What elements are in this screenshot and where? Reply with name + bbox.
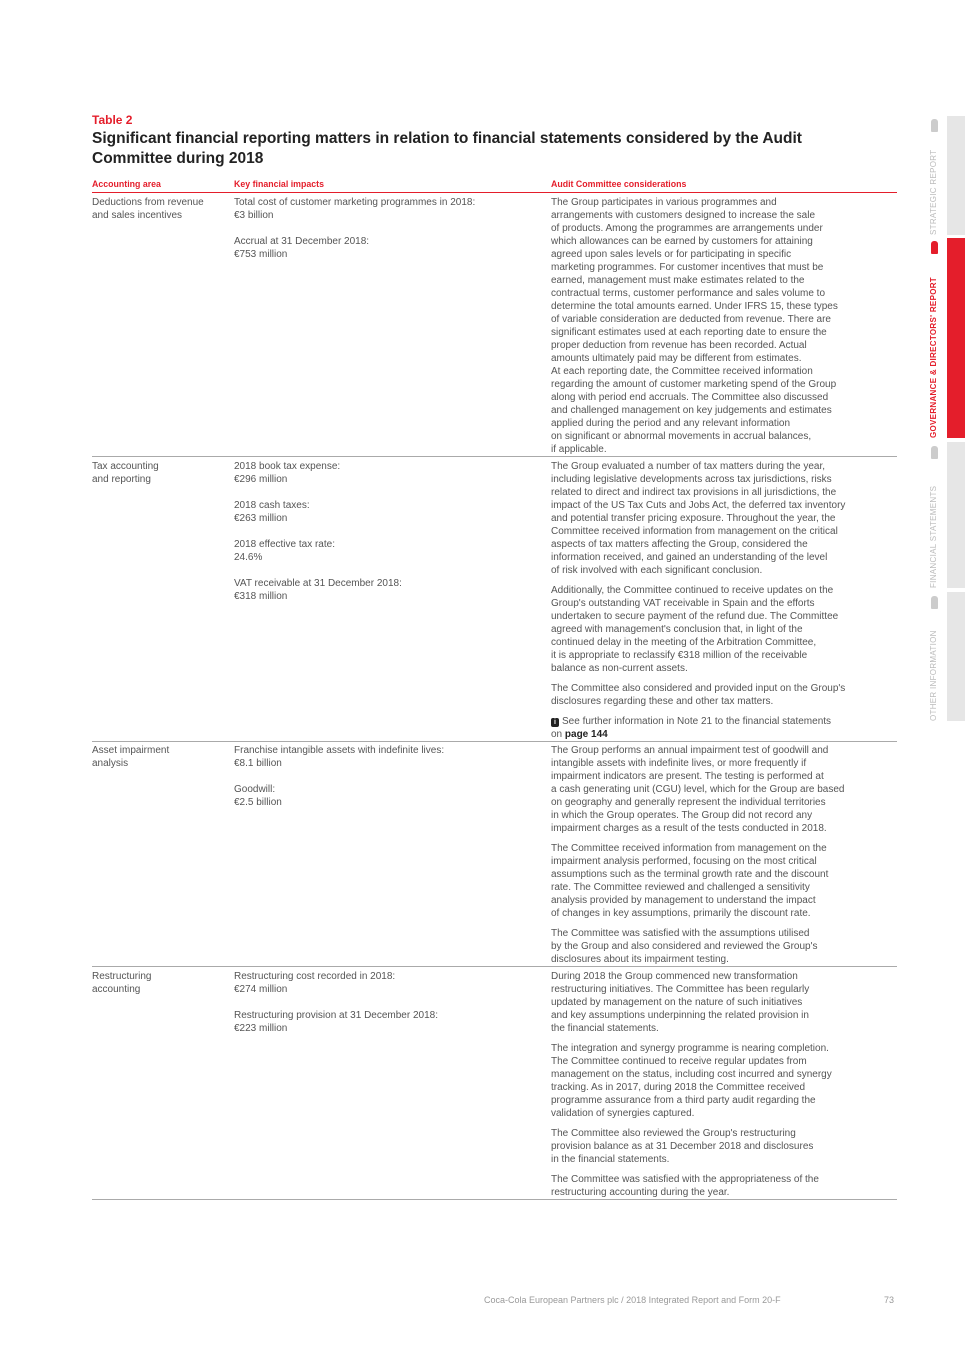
bottle-icon	[931, 596, 938, 609]
impact-item: Franchise intangible assets with indefinite lives: €8.1 billion	[234, 745, 445, 769]
consideration-paragraph: The Committee was satisfied with the assumptions utilised by the Group and also considered and reviewed the Group's disclosures about its impairment testing.	[551, 928, 818, 965]
impact-item: 2018 cash taxes: €263 million	[234, 500, 310, 524]
row-considerations	[551, 196, 897, 463]
consideration-paragraph: During 2018 the Group commenced new transformation restructuring initiatives. The Committee has been regularly updated by management on the nature of such initiatives and key assumptions underpinning the related provision in the financial statements.	[551, 971, 810, 1034]
impact-item: Restructuring cost recorded in 2018: €274 million	[234, 971, 396, 995]
impact-item: Goodwill: €2.5 billion	[234, 784, 282, 808]
further-info-note	[551, 715, 897, 741]
bottle-icon	[931, 241, 938, 254]
consideration-paragraph: The Group participates in various programmes and arrangements with customers designed to increase the sale of products. Among the programmes are arrangements under which allowances can be earned by customers for attaining agreed upon sales levels or for participating in specific marketing programmes. For customer incentives that must be earned, management must make estimates related to the contractual terms, customer performance and sales volume to determine the total amounts earned. Under IFRS 15, these types of variable consideration are deducted from revenue. There are significant estimates used at each reporting date to ensure the proper deduction from revenue has been recorded. Actual amounts ultimately paid may be different from estimates. At each reporting date, the Committee received information regarding the amount of customer marketing spend of the Group along with period end accruals. The Committee also discussed and challenged management on key judgements and estimates applied during the period and any relevant information on significant or abnormal movements in accrual balances, if applicable.	[551, 197, 838, 455]
consideration-paragraph: The Committee also considered and provided input on the Group's disclosures regarding these and other tax matters.	[551, 683, 846, 707]
side-tab-other-information[interactable]	[947, 592, 965, 721]
page-number: 73	[884, 1295, 895, 1305]
header-key-financial-impacts: Key financial impacts	[234, 179, 324, 189]
header-divider	[92, 192, 897, 193]
consideration-paragraph: The Group performs an annual impairment test of goodwill and intangible assets with indefinite lives, or more frequently if impairment indicators are present. The testing is performed at a cash generating unit (CGU) level, which for the Group are based on geography and generally represent the individual territories in which the Group operates. The Group did not record any impairment charges as a result of the tests conducted in 2018.	[551, 745, 845, 834]
consideration-paragraph: Additionally, the Committee continued to receive updates on the Group's outstanding VAT receivable in Spain and the efforts undertaken to secure payment of the refund due. The Committee agreed with management's conclusion that, in light of the continued delay in the meeting of the Arbitration Committee, it is appropriate to reclassify €318 million of the receivable balance as non-current assets.	[551, 585, 839, 674]
note-text: See further information in Note 21 to the financial statements on	[551, 716, 832, 740]
impact-item: 2018 book tax expense: €296 million	[234, 461, 341, 485]
footer-publication: Coca-Cola European Partners plc / 2018 Integrated Report and Form 20-F	[484, 1295, 781, 1305]
row-impacts	[234, 460, 544, 610]
side-label-governance[interactable]: GOVERNANCE & DIRECTORS' REPORT	[929, 277, 938, 438]
impact-item: Total cost of customer marketing programmes in 2018: €3 billion	[234, 197, 476, 221]
page-link[interactable]: page 144	[564, 729, 608, 740]
side-tab-strategic-report[interactable]	[947, 116, 965, 235]
row-area: Deductions from revenue and sales incentives	[92, 197, 204, 221]
consideration-paragraph: The Committee also reviewed the Group's restructuring provision balance as at 31 December 2018 and disclosures in the financial statements.	[551, 1128, 814, 1165]
bottle-icon	[931, 119, 938, 132]
header-accounting-area: Accounting area	[92, 179, 161, 189]
header-audit-committee-considerations: Audit Committee considerations	[551, 179, 687, 189]
consideration-paragraph: The Committee received information from management on the impairment analysis performed, focusing on the most critical assumptions such as the terminal growth rate and the discount rate. The Committee reviewed and challenged a sensitivity analysis provided by management to understand the impact of changes in key assumptions, primarily the discount rate.	[551, 843, 829, 919]
row-impacts	[234, 744, 544, 816]
table-label: Table 2	[92, 113, 133, 127]
impact-item: Restructuring provision at 31 December 2018: €223 million	[234, 1010, 438, 1034]
row-considerations	[551, 970, 897, 1199]
row-divider	[92, 966, 897, 967]
impact-item: VAT receivable at 31 December 2018: €318 million	[234, 578, 402, 602]
side-label-financial-statements[interactable]: FINANCIAL STATEMENTS	[929, 485, 938, 588]
info-icon: i	[551, 718, 559, 727]
row-area: Tax accounting and reporting	[92, 461, 159, 485]
table-title: Significant financial reporting matters in relation to financial statements considered by the Audit Committee during 2018	[92, 130, 802, 167]
row-considerations	[551, 744, 897, 966]
row-area: Restructuring accounting	[92, 971, 152, 995]
consideration-paragraph: The Committee was satisfied with the appropriateness of the restructuring accounting during the year.	[551, 1174, 819, 1198]
row-considerations	[551, 460, 897, 741]
consideration-paragraph: The Group evaluated a number of tax matters during the year, including legislative developments across tax jurisdictions, risks related to direct and indirect tax provisions in all jurisdictions, the impact of the US Tax Cuts and Jobs Act, the deferred tax inventory and potential transfer pricing exposure. Throughout the year, the Committee received information from management on the critical aspects of tax matters affecting the Group, considered the information received, and gained an understanding of the level of risk involved with each significant conclusion.	[551, 461, 846, 576]
consideration-paragraph: The integration and synergy programme is nearing completion. The Committee continued to receive regular updates from management on the status, including cost incurred and synergy tracking. As in 2017, during 2018 the Committee received programme assurance from a third party audit regarding the validation of synergies captured.	[551, 1043, 832, 1119]
impact-item: Accrual at 31 December 2018: €753 million	[234, 236, 370, 260]
row-divider	[92, 456, 897, 457]
row-area: Asset impairment analysis	[92, 745, 170, 769]
table-bottom-rule	[92, 1199, 897, 1200]
row-divider	[92, 741, 897, 742]
bottle-icon	[931, 446, 938, 459]
row-impacts	[234, 196, 544, 268]
side-tab-governance[interactable]	[947, 238, 965, 438]
side-label-other-information[interactable]: OTHER INFORMATION	[929, 630, 938, 721]
row-impacts	[234, 970, 544, 1042]
impact-item: 2018 effective tax rate: 24.6%	[234, 539, 335, 563]
side-label-strategic-report[interactable]: STRATEGIC REPORT	[929, 149, 938, 235]
side-tab-financial-statements[interactable]	[947, 442, 965, 588]
